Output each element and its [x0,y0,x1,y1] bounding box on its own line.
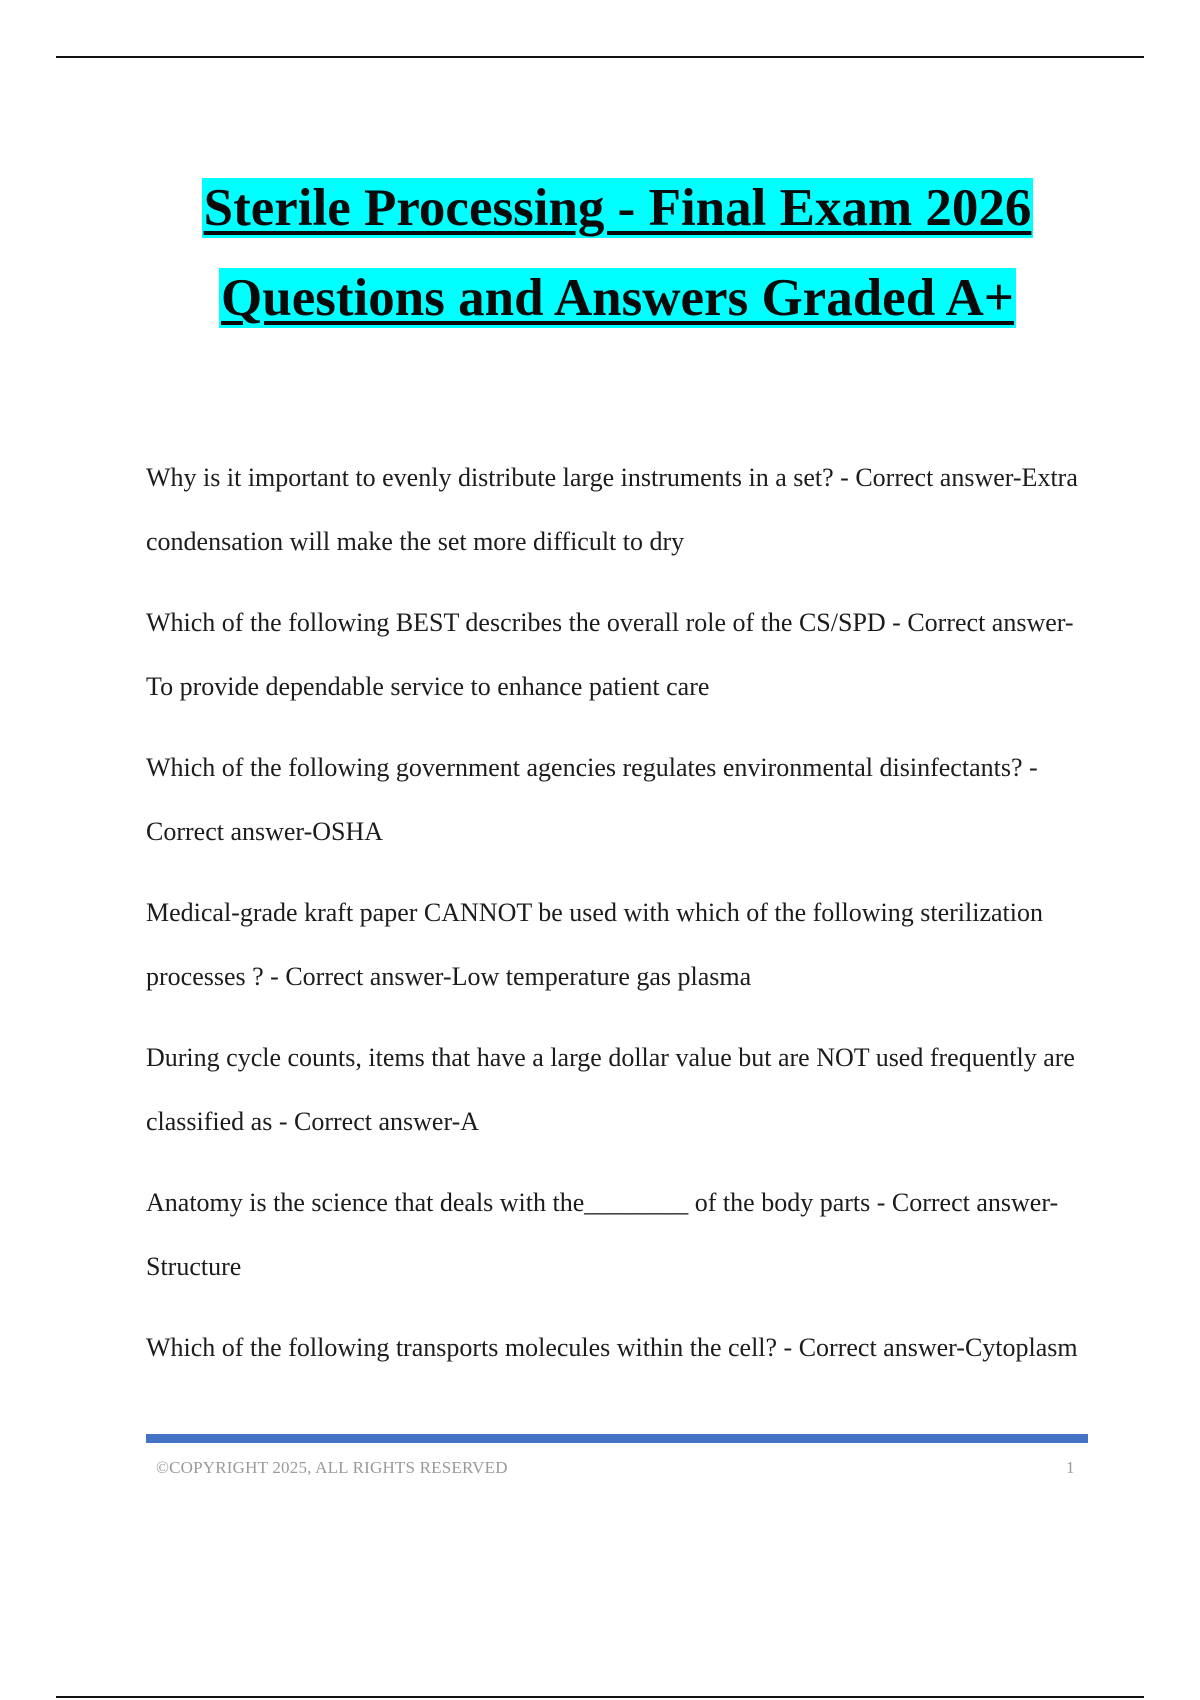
qa-list [146,446,1096,1397]
title-line-1: Sterile Processing - Final Exam 2026 [203,179,1032,237]
qa-item: Which of the following transports molecules within the cell? - Correct answer-Cytoplasm [146,1333,1078,1362]
qa-item: Which of the following BEST describes the overall role of the CS/SPD - Correct answer-To provide dependable service to enhance patient care [146,608,1074,701]
qa-item: During cycle counts, items that have a large dollar value but are NOT used frequently are classified as - Correct answer-A [146,1043,1075,1136]
page-number: 1 [1066,1458,1075,1477]
bottom-rule [56,1696,1144,1698]
top-rule [56,56,1144,58]
title-line-2: Questions and Answers Graded A+ [221,269,1014,327]
footer-bar [146,1434,1088,1443]
qa-item: Anatomy is the science that deals with the________ of the body parts - Correct answer-Structure [146,1188,1059,1281]
page-title [0,178,1200,328]
qa-item: Medical-grade kraft paper CANNOT be used with which of the following sterilization processes ? - Correct answer-Low temperature gas plasma [146,898,1043,991]
qa-item: Which of the following government agencies regulates environmental disinfectants? - Correct answer-OSHA [146,753,1038,846]
footer-copyright: ©COPYRIGHT 2025, ALL RIGHTS RESERVED [156,1458,508,1477]
qa-item: Why is it important to evenly distribute large instruments in a set? - Correct answer-Extra condensation will make the set more difficult to dry [146,463,1078,556]
